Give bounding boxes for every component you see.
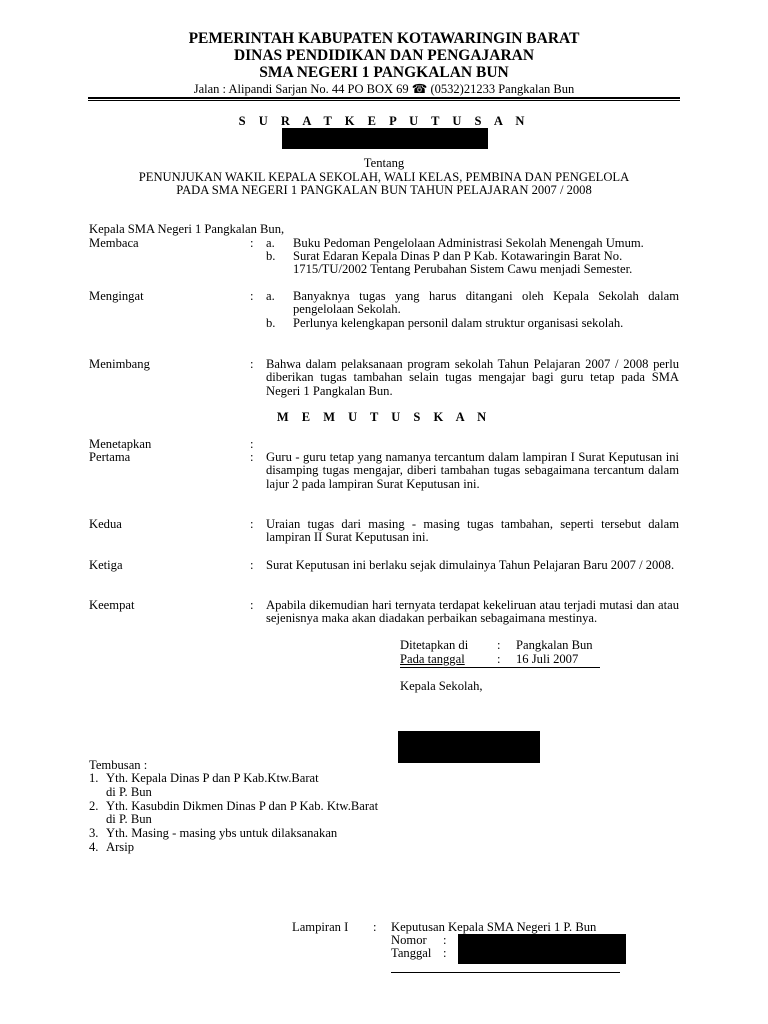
signature-role: Kepala Sekolah, bbox=[400, 679, 483, 693]
tembusan-item-2-num: 2. bbox=[89, 799, 99, 813]
header-line-2: DINAS PENDIDIKAN DAN PENGAJARAN bbox=[233, 47, 535, 64]
tanggal-row bbox=[400, 653, 600, 666]
tanggal-value: 16 Juli 2007 bbox=[516, 652, 579, 666]
ketiga-label: Ketiga bbox=[89, 558, 123, 572]
tembusan-item-4-num: 4. bbox=[89, 840, 99, 854]
lampiran-nomor-colon: : bbox=[443, 933, 447, 947]
subject-line-2: PADA SMA NEGERI 1 PANGKALAN BUN TAHUN PELAJARAN 2007 / 2008 bbox=[176, 183, 592, 197]
pertama-label: Pertama bbox=[89, 450, 131, 464]
ditetapkan-colon: : bbox=[497, 638, 501, 652]
keempat-text: Apabila dikemudian hari ternyata terdapat kekeliruan atau terjadi mutasi dan atau sejenisnya maka akan diadakan perbaikan sebagaimana mestinya. bbox=[266, 598, 679, 626]
tanggal-label: Pada tanggal bbox=[400, 652, 465, 666]
redacted-nomor-tanggal bbox=[458, 934, 626, 964]
kedua-colon: : bbox=[250, 517, 254, 531]
memutuskan-heading: M E M U T U S K A N bbox=[276, 410, 492, 424]
mengingat-b-text: Perlunya kelengkapan personil dalam struktur organisasi sekolah. bbox=[293, 316, 624, 330]
header-line-1: PEMERINTAH KABUPATEN KOTAWARINGIN BARAT bbox=[188, 30, 580, 47]
mengingat-a-letter: a. bbox=[266, 289, 275, 303]
lampiran-tanggal-label: Tanggal bbox=[391, 946, 432, 960]
menetapkan-label: Menetapkan bbox=[89, 437, 152, 451]
membaca-b-letter: b. bbox=[266, 249, 276, 263]
pertama-colon: : bbox=[250, 450, 254, 464]
pertama-text: Guru - guru tetap yang namanya tercantum dalam lampiran I Surat Keputusan ini disamping tugas mengajar, diberi tambahan tugas sebagaimana tercantum dalam lajur 2 pada lampiran Surat Keputusan ini. bbox=[266, 450, 679, 491]
redacted-signature bbox=[398, 731, 540, 763]
ditetapkan-value: Pangkalan Bun bbox=[516, 638, 593, 652]
lampiran-tanggal-colon: : bbox=[443, 946, 447, 960]
membaca-a-text: Buku Pedoman Pengelolaan Administrasi Sekolah Menengah Umum. bbox=[293, 236, 644, 250]
mengingat-b-letter: b. bbox=[266, 316, 276, 330]
lampiran-underline bbox=[391, 972, 620, 973]
header-rule-thin bbox=[88, 100, 680, 101]
tembusan-item-4: Arsip bbox=[106, 840, 134, 854]
tembusan-item-2: Yth. Kasubdin Dikmen Dinas P dan P Kab. Ktw.Barat bbox=[106, 799, 379, 813]
header-rule-thick bbox=[88, 97, 680, 99]
menimbang-colon: : bbox=[250, 357, 254, 371]
lampiran-colon: : bbox=[373, 920, 377, 934]
ketiga-colon: : bbox=[250, 558, 254, 572]
address-left: Jalan : Alipandi Sarjan No. 44 PO BOX 69 bbox=[193, 82, 409, 96]
tentang-label: Tentang bbox=[363, 156, 405, 170]
tembusan-item-3-num: 3. bbox=[89, 826, 99, 840]
lampiran-label: Lampiran I bbox=[292, 920, 349, 934]
keempat-label: Keempat bbox=[89, 598, 135, 612]
redacted-number bbox=[282, 128, 488, 149]
address-right: (0532)21233 Pangkalan Bun bbox=[430, 82, 575, 96]
tanggal-colon: : bbox=[497, 652, 501, 666]
membaca-b-text-2: 1715/TU/2002 Tentang Perubahan Sistem Cawu menjadi Semester. bbox=[293, 262, 633, 276]
header-address bbox=[0, 81, 768, 97]
ditetapkan-label: Ditetapkan di bbox=[400, 638, 469, 652]
mengingat-label: Mengingat bbox=[89, 289, 144, 303]
opening-line: Kepala SMA Negeri 1 Pangkalan Bun, bbox=[89, 222, 285, 236]
lampiran-value: Keputusan Kepala SMA Negeri 1 P. Bun bbox=[391, 920, 597, 934]
lampiran-nomor-label: Nomor bbox=[391, 933, 427, 947]
mengingat-colon: : bbox=[250, 289, 254, 303]
keempat-colon: : bbox=[250, 598, 254, 612]
menetapkan-colon: : bbox=[250, 437, 254, 451]
tembusan-item-1-num: 1. bbox=[89, 771, 99, 785]
telephone-icon: ☎ bbox=[411, 82, 428, 96]
membaca-label: Membaca bbox=[89, 236, 139, 250]
mengingat-a-text: Banyaknya tugas yang harus ditangani oleh Kepala Sekolah dalam pengelolaan Sekolah. bbox=[293, 289, 679, 317]
tembusan-item-1: Yth. Kepala Dinas P dan P Kab.Ktw.Barat bbox=[106, 771, 319, 785]
membaca-a-letter: a. bbox=[266, 236, 275, 250]
kedua-label: Kedua bbox=[89, 517, 122, 531]
ketiga-text: Surat Keputusan ini berlaku sejak dimulainya Tahun Pelajaran Baru 2007 / 2008. bbox=[266, 558, 675, 572]
tembusan-item-3: Yth. Masing - masing ybs untuk dilaksanakan bbox=[106, 826, 338, 840]
tembusan-item-1-location: di P. Bun bbox=[106, 785, 152, 799]
menimbang-text: Bahwa dalam pelaksanaan program sekolah Tahun Pelajaran 2007 / 2008 perlu diberikan tugas tambahan selain tugas mengajar bagi guru tetap pada SMA Negeri 1 Pangkalan Bun. bbox=[266, 357, 679, 398]
header-line-3: SMA NEGERI 1 PANGKALAN BUN bbox=[259, 64, 509, 81]
tembusan-item-2-location: di P. Bun bbox=[106, 812, 152, 826]
subject-line-1: PENUNJUKAN WAKIL KEPALA SEKOLAH, WALI KELAS, PEMBINA DAN PENGELOLA bbox=[138, 170, 630, 184]
membaca-colon: : bbox=[250, 236, 254, 250]
tembusan-title: Tembusan : bbox=[89, 758, 148, 772]
kedua-text: Uraian tugas dari masing - masing tugas tambahan, seperti tersebut dalam lampiran II Surat Keputusan ini. bbox=[266, 517, 679, 545]
menimbang-label: Menimbang bbox=[89, 357, 150, 371]
document-title: S U R A T K E P U T U S A N bbox=[238, 114, 530, 128]
membaca-b-text-1: Surat Edaran Kepala Dinas P dan P Kab. Kotawaringin Barat No. bbox=[293, 249, 623, 263]
